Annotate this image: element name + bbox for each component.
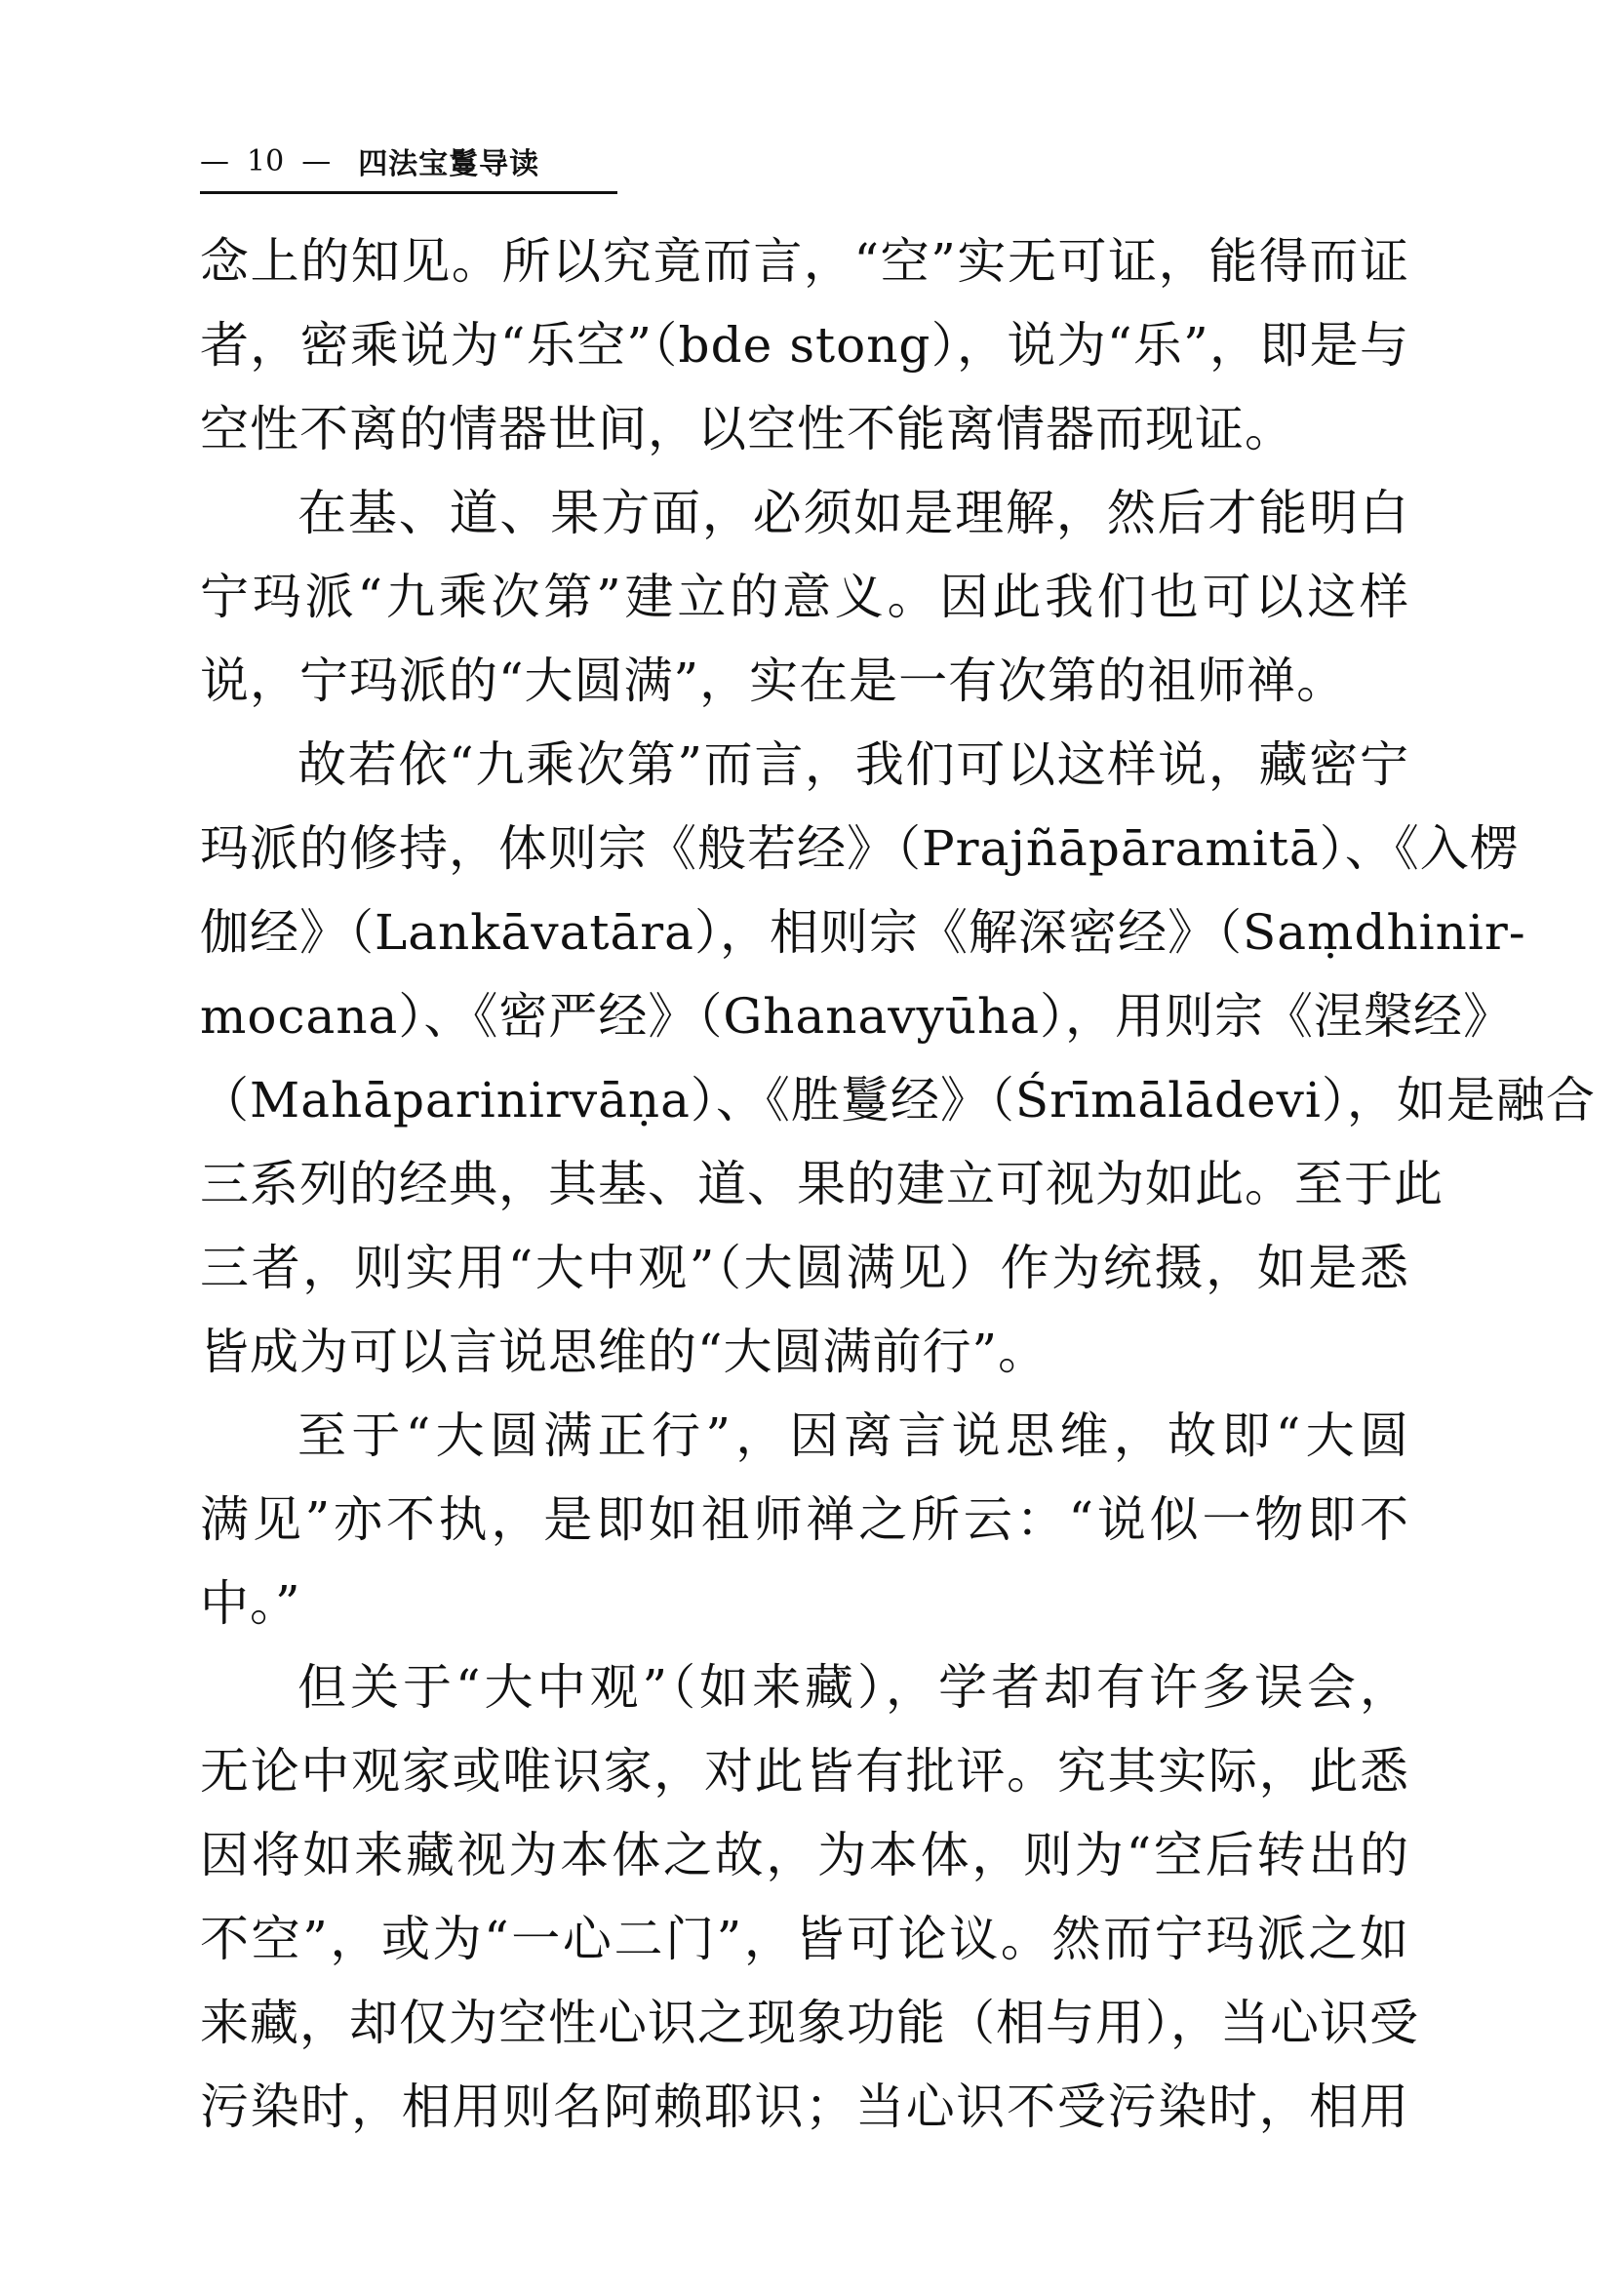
paragraph-start-line: 至于“大圆满正行”，因离言说思维，故即“大圆 <box>297 1407 1409 1464</box>
text-line: 空性不离的情器世间，以空性不能离情器而现证。 <box>200 401 1294 457</box>
text-line: 中。” <box>200 1575 301 1632</box>
text-line: 污染时，相用则名阿赖耶识；当心识不受污染时，相用 <box>200 2078 1409 2135</box>
text-line: 玛派的修持，体则宗《般若经》（Prajñāpāramitā）、《入楞 <box>200 820 1520 877</box>
text-line: 不空”，或为“一心二门”，皆可论议。然而宁玛派之如 <box>200 1911 1409 1967</box>
text-line: 皆成为可以言说思维的“大圆满前行”。 <box>200 1324 1049 1380</box>
book-title: 四法宝鬘导读 <box>358 147 540 181</box>
text-line: 念上的知见。所以究竟而言，“空”实无可证，能得而证 <box>200 233 1409 290</box>
text-line: 因将如来藏视为本体之故，为本体，则为“空后转出的 <box>200 1827 1409 1883</box>
text-line: 来藏，却仅为空性心识之现象功能（相与用），当心识受 <box>200 1995 1419 2051</box>
paragraph-start-line: 但关于“大中观”（如来藏），学者却有许多误会， <box>297 1659 1409 1716</box>
header-dash-left: — <box>200 143 229 178</box>
page-number: 10 <box>247 143 285 178</box>
text-line: 者，密乘说为“乐空”（bde stong），说为“乐”，即是与 <box>200 317 1409 374</box>
text-line: 三者，则实用“大中观”（大圆满见）作为统摄，如是悉 <box>200 1240 1409 1296</box>
text-line: （Mahāparinirvāṇa）、《胜鬘经》（Śrīmālādevi），如是融合 <box>200 1072 1596 1128</box>
text-line: 说，宁玛派的“大圆满”，实在是一有次第的祖师禅。 <box>200 653 1347 709</box>
paragraph-start-line: 在基、道、果方面，必须如是理解，然后才能明白 <box>297 485 1409 541</box>
body-text <box>200 219 1596 2149</box>
header-dash-right: — <box>301 143 332 178</box>
text-line: 无论中观家或唯识家，对此皆有批评。究其实际，此悉 <box>200 1743 1409 1800</box>
header-rule <box>200 191 617 194</box>
text-line: 宁玛派“九乘次第”建立的意义。因此我们也可以这样 <box>200 569 1409 625</box>
text-line: 满见”亦不执，是即如祖师禅之所云：“说似一物即不 <box>200 1491 1409 1548</box>
text-line: mocana）、《密严经》（Ghanavyūha），用则宗《涅槃经》 <box>200 988 1514 1045</box>
text-line: 伽经》（Lankāvatāra），相则宗《解深密经》（Saṃdhinir- <box>200 904 1526 961</box>
running-header <box>200 137 619 185</box>
paragraph-start-line: 故若依“九乘次第”而言，我们可以这样说，藏密宁 <box>297 736 1409 793</box>
text-line: 三系列的经典，其基、道、果的建立可视为如此。至于此 <box>200 1156 1444 1212</box>
